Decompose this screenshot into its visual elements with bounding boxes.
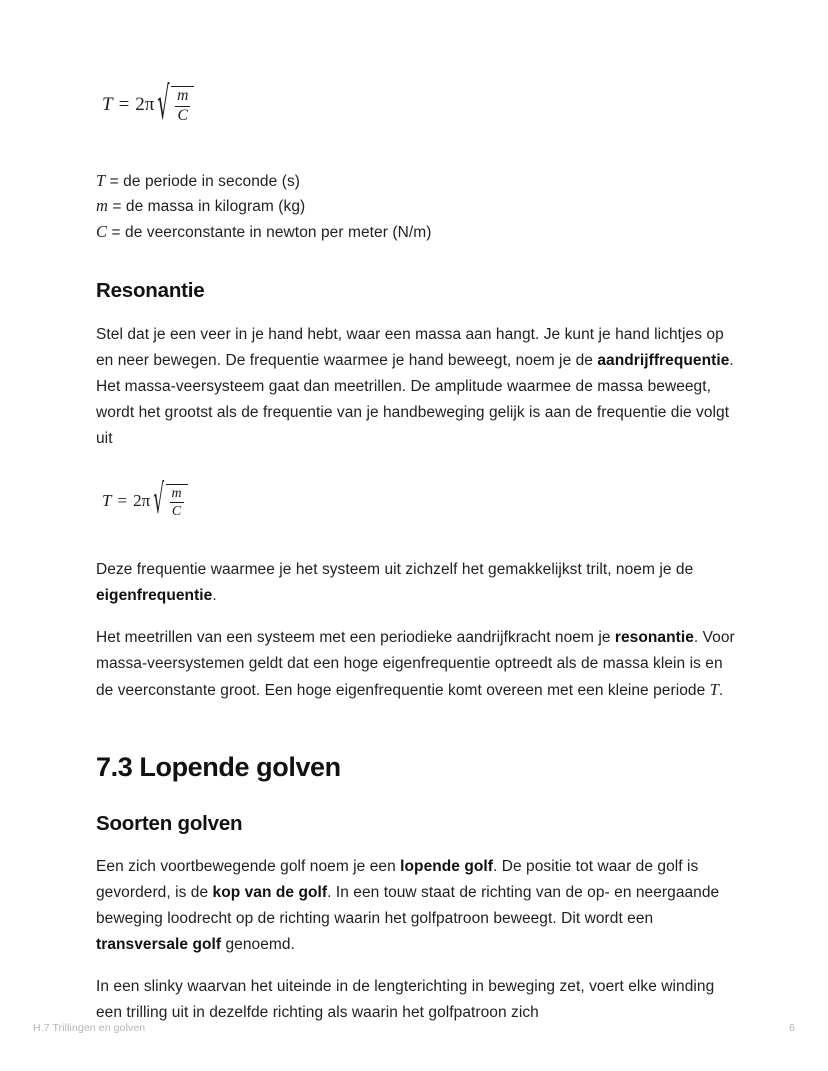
formula-pi-symbol: π xyxy=(141,491,151,511)
fraction-denominator: C xyxy=(177,106,188,124)
formula-square-root xyxy=(153,476,187,524)
list-item xyxy=(96,194,736,220)
heading-soorten-golven: Soorten golven xyxy=(96,811,243,835)
term-transversale-golf: transversale golf xyxy=(96,936,222,954)
legend-description: = de veerconstante in newton per meter (N/m) xyxy=(111,223,432,241)
term-resonantie: resonantie xyxy=(614,628,694,646)
text-fragment: Een zich voortbewegende golf noem je een xyxy=(96,858,401,876)
footer-chapter-label: H.7 Trillingen en golven xyxy=(33,1022,146,1034)
variable-legend-list xyxy=(96,169,736,246)
fraction-numerator: m xyxy=(170,486,184,503)
formula-coefficient: 2 xyxy=(135,94,145,116)
fraction-numerator: m xyxy=(175,88,190,107)
formula-pi-symbol: π xyxy=(144,94,155,116)
legend-symbol: T xyxy=(96,170,106,190)
text-fragment: Het meetrillen van een systeem met een periodieke aandrijfkracht noem je xyxy=(96,628,615,646)
paragraph-eigenfrequentie xyxy=(96,557,736,609)
text-fragment: Deze frequentie waarmee je het systeem uit zichzelf het gemakkelijkst trilt, noem je de xyxy=(96,560,694,578)
formula-equals-sign: = xyxy=(117,491,128,511)
text-fragment: . xyxy=(718,681,724,699)
formula-fraction xyxy=(171,86,194,125)
term-lopende-golf: lopende golf xyxy=(400,858,494,876)
list-item xyxy=(96,220,736,246)
text-fragment: . Het massa-veersysteem gaat dan meetrillen. De amplitude waarmee de massa beweegt, wordt het grootst als de frequentie van je handbeweging gelijk is aan de frequentie die volgt uit xyxy=(96,351,734,447)
term-eigenfrequentie: eigenfrequentie xyxy=(96,586,213,604)
legend-symbol: C xyxy=(96,221,108,241)
formula-square-root xyxy=(157,76,194,131)
term-aandrijffrequentie: aandrijffrequentie xyxy=(597,351,730,369)
formula-fraction xyxy=(166,484,188,519)
legend-description: = de periode in seconde (s) xyxy=(109,172,301,190)
formula-expression xyxy=(102,76,194,131)
paragraph-soorten-golven xyxy=(96,854,736,958)
fraction-denominator: C xyxy=(171,503,182,519)
legend-description: = de massa in kilogram (kg) xyxy=(112,198,306,216)
text-fragment: . xyxy=(212,586,217,604)
term-kop-van-de-golf: kop van de golf xyxy=(212,884,328,902)
text-fragment: Stel dat je een veer in je hand hebt, waar een massa aan hangt. Je kunt je hand lichtjes op en neer bewegen. De frequentie waarmee je hand beweegt, noem je de xyxy=(96,325,724,369)
formula-coefficient: 2 xyxy=(133,491,142,511)
radical-sign-icon: √ xyxy=(153,476,165,524)
heading-section-7-3: 7.3 Lopende golven xyxy=(96,751,341,782)
text-fragment: . Voor massa-veersystemen geldt dat een hoge eigenfrequentie optreedt als de massa klein is en de veerconstante groot. Een hoge eigenfrequentie komt overeen met een kleine periode xyxy=(96,628,735,699)
text-fragment: . De positie tot waar de golf is gevorderd, is de xyxy=(96,858,699,902)
heading-resonantie: Resonantie xyxy=(96,279,205,303)
symbol-period-T: T xyxy=(709,679,719,699)
paragraph-resonantie-intro xyxy=(96,322,736,452)
page-footer xyxy=(33,1019,795,1037)
formula-expression xyxy=(102,476,188,524)
radical-sign-icon: √ xyxy=(157,76,170,131)
text-fragment: genoemd. xyxy=(221,936,295,954)
formula-period-mid xyxy=(102,476,736,524)
formula-equals-sign: = xyxy=(118,94,130,116)
list-item xyxy=(96,169,736,195)
paragraph-resonantie-definitie xyxy=(96,625,736,704)
formula-period-top xyxy=(102,76,736,131)
text-fragment: . In een touw staat de richting van de op- en neergaande beweging loodrecht op de richting waarin het golfpatroon beweegt. Dit wordt een xyxy=(96,884,720,928)
formula-lhs-symbol: T xyxy=(102,94,113,116)
paragraph-slinky: In een slinky waarvan het uiteinde in de lengterichting in beweging zet, voert elke winding een trilling uit in dezelfde richting als waarin het golfpatroon zich xyxy=(96,978,715,1022)
footer-page-number: 6 xyxy=(789,1022,795,1034)
legend-symbol: m xyxy=(96,196,108,216)
page-content xyxy=(96,76,736,1026)
formula-lhs-symbol: T xyxy=(102,491,112,511)
